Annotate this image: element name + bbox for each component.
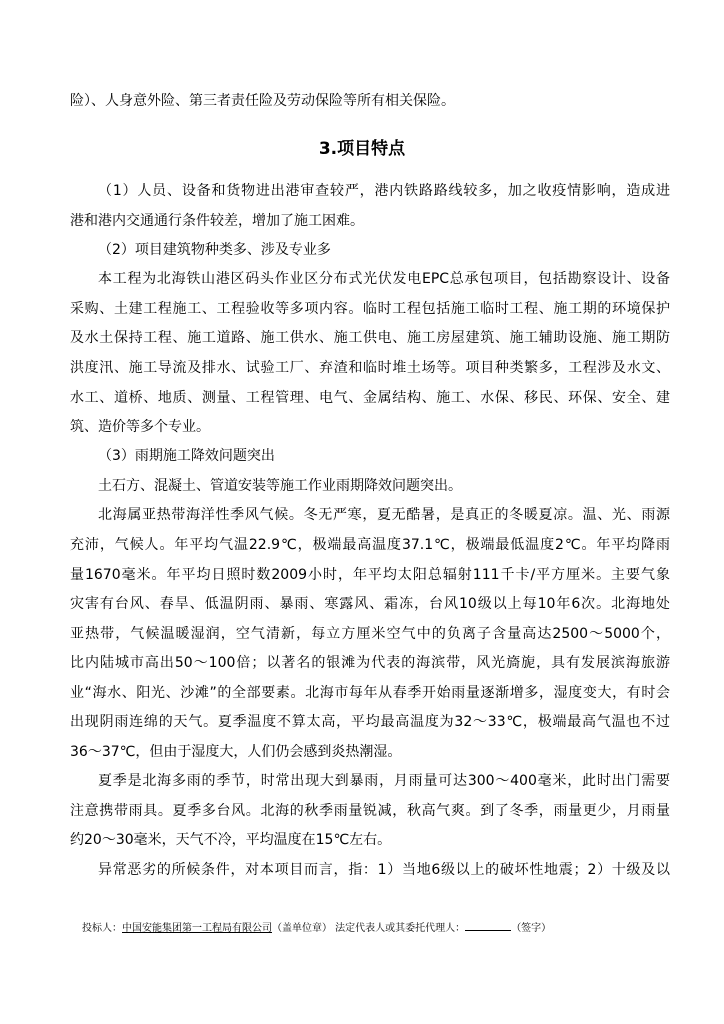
paragraph-line: 水工、道桥、地质、测量、工程管理、电气、金属结构、施工、水保、移民、环保、安全、建 bbox=[70, 390, 670, 406]
paragraph-line: 及水土保持工程、施工道路、施工供水、施工供电、施工房屋建筑、施工辅助设施、施工期防 bbox=[70, 330, 670, 346]
paragraph-line: 夏季是北海多雨的季节，时常出现大到暴雨，月雨量可达300～400毫米，此时出门需要 bbox=[98, 773, 670, 789]
paragraph-line: 量1670毫米。年平均日照时数2009小时，年平均太阳总辐射111千卡/平方厘米。主要气象 bbox=[70, 567, 670, 583]
paragraph-line: 港和港内交通通行条件较差，增加了施工困难。 bbox=[70, 213, 364, 229]
footer-bidder-label: 投标人： bbox=[82, 923, 122, 934]
paragraph-line: 比内陆城市高出50～100倍；以著名的银滩为代表的海滨带，风光旖旎，具有发展滨海旅游 bbox=[70, 655, 670, 671]
paragraph-line: 筑、造价等多个专业。 bbox=[70, 419, 210, 435]
paragraph-line: 洪度汛、施工导流及排水、试验工厂、弃渣和临时堆土场等。项目种类繁多，工程涉及水文、 bbox=[70, 360, 670, 376]
paragraph-line: 北海属亚热带海洋性季风气候。冬无严寒，夏无酷暑，是真正的冬暖夏凉。温、光、雨源 bbox=[98, 507, 670, 523]
paragraph-line: 充沛，气候人。年平均气温22.9℃，极端最高温度37.1℃，极端最低温度2℃。年平均降雨 bbox=[70, 537, 670, 553]
paragraph-line: （1）人员、设备和货物进出港审查较严，港内铁路路线较多，加之收疫情影响，造成进 bbox=[98, 183, 670, 199]
footer-sign-note: （签字） bbox=[511, 923, 552, 934]
paragraph-line: 业“海水、阳光、沙滩”的全部要素。北海市每年从春季开始雨量逐渐增多，湿度变大，有时会 bbox=[70, 685, 670, 701]
paragraph-line: 36～37℃，但由于湿度大，人们仍会感到炎热潮湿。 bbox=[70, 744, 402, 760]
paragraph-line: 土石方、混凝土、管道安装等施工作业雨期降效问题突出。 bbox=[98, 478, 462, 494]
paragraph-line: 约20～30毫米，天气不冷，平均温度在15℃左右。 bbox=[70, 832, 392, 848]
paragraph-line: 注意携带雨具。夏季多台风。北海的秋季雨量锐减，秋高气爽。到了冬季，雨量更少，月雨量 bbox=[70, 803, 670, 819]
signature-blank bbox=[465, 920, 511, 931]
paragraph-line: 出现阴雨连绵的天气。夏季温度不算太高，平均最高温度为32～33℃，极端最高气温也不过 bbox=[70, 714, 670, 730]
footer-signature-line bbox=[82, 920, 551, 937]
paragraph-line: 采购、土建工程施工、工程验收等多项内容。临时工程包括施工临时工程、施工期的环境保护 bbox=[70, 301, 670, 317]
footer-seal-note: （盖单位章） 法定代表人或其委托代理人： bbox=[272, 923, 466, 934]
footer-company-name: 中国安能集团第一工程局有限公司 bbox=[122, 923, 272, 934]
paragraph-line: 亚热带，气候温暖湿润，空气清新，每立方厘米空气中的负离子含量高达2500～5000个， bbox=[70, 626, 670, 642]
section-heading: 3.项目特点 bbox=[318, 139, 406, 159]
paragraph-line: 本工程为北海铁山港区码头作业区分布式光伏发电EPC总承包项目，包括勘察设计、设备 bbox=[98, 271, 670, 287]
paragraph-line: （3）雨期施工降效问题突出 bbox=[98, 448, 275, 464]
paragraph-line: 险）、人身意外险、第三者责任险及劳动保险等所有相关保险。 bbox=[70, 93, 455, 109]
paragraph-line: 灾害有台风、春旱、低温阴雨、暴雨、寒露风、霜冻，台风10级以上每10年6次。北海地处 bbox=[70, 596, 670, 612]
paragraph-line: （2）项目建筑物种类多、涉及专业多 bbox=[98, 242, 331, 258]
paragraph-line: 异常恶劣的所候条件，对本项目而言，指：1）当地6级以上的破坏性地震；2）十级及以 bbox=[98, 862, 670, 878]
